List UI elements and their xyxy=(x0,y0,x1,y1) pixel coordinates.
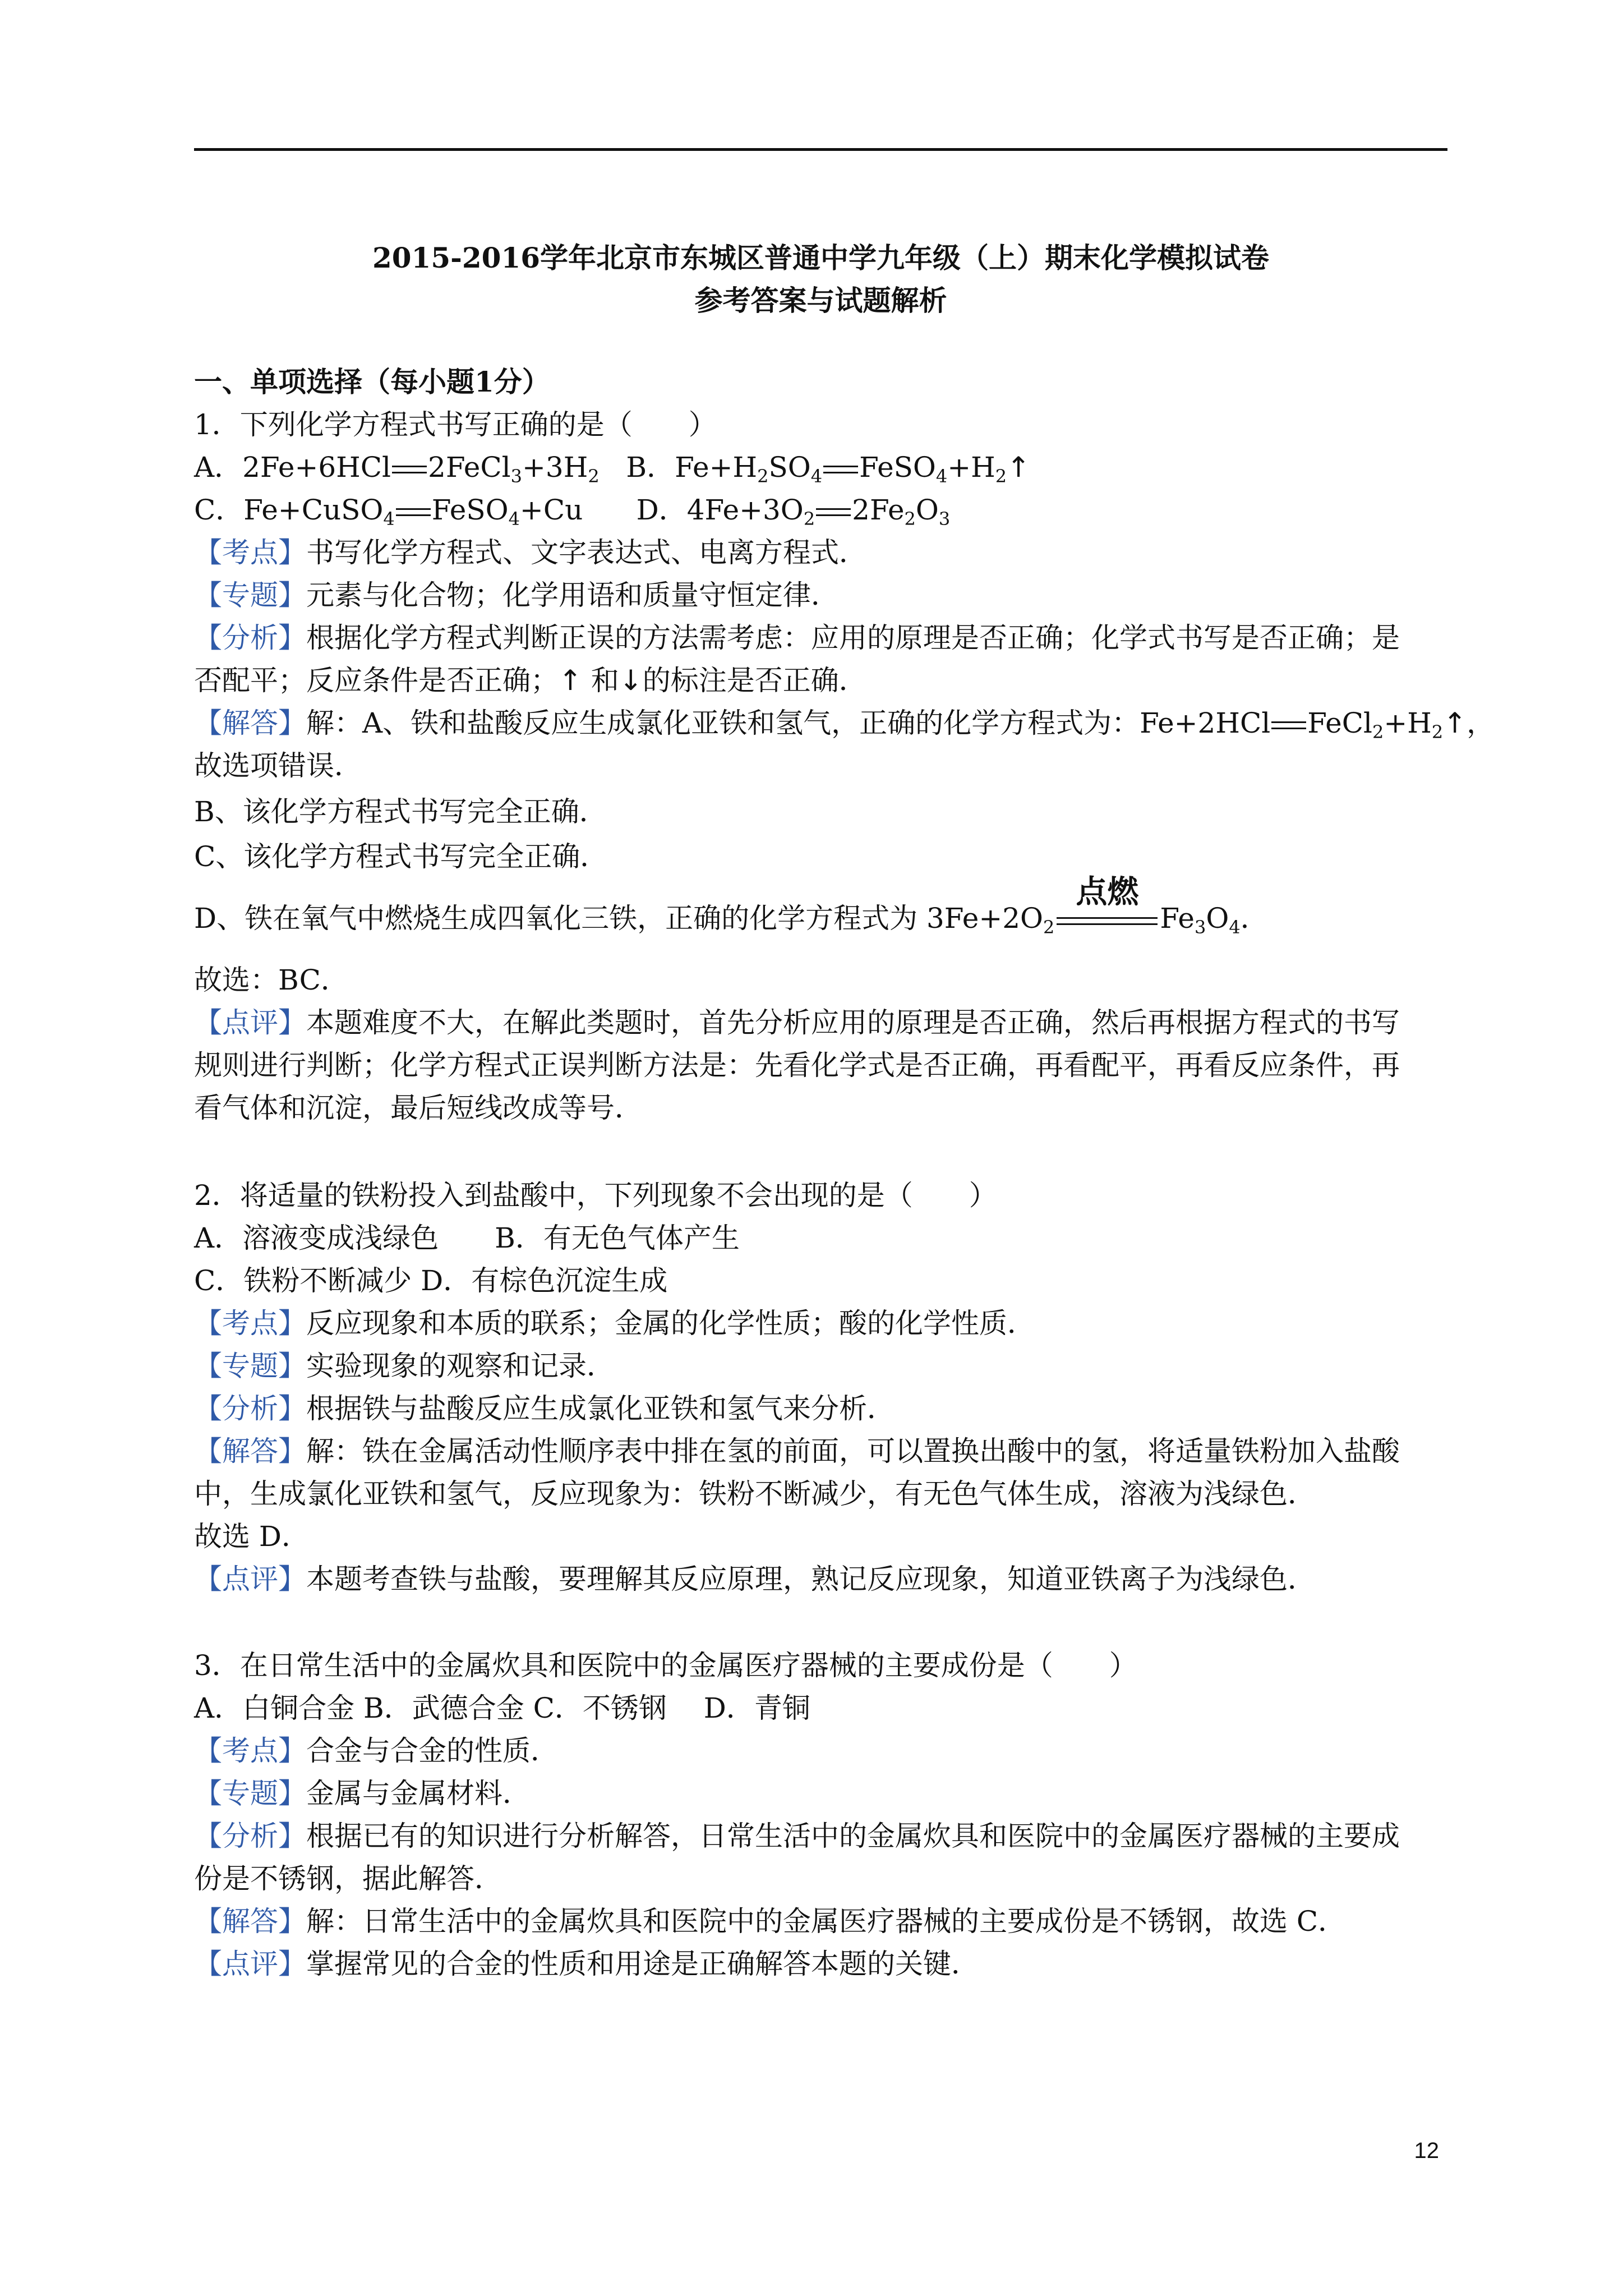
equals-sign xyxy=(392,466,427,473)
q1-stem: 1．下列化学方程式书写正确的是（ ） xyxy=(194,408,717,441)
q1-dianping-end: 看气体和沉淀，最后短线改成等号． xyxy=(194,1092,643,1124)
q3-zhuanti: 【专题】金属与金属材料． xyxy=(194,1777,531,1810)
q1-options-cd: C．Fe+CuSO$_4$ FeSO$_4$+Cu D．$4Fe+3O_2$ $2Fe_2O_3$ xyxy=(194,494,951,530)
q2-kaodian: 【考点】反应现象和本质的联系；金属的化学性质；酸的化学性质． xyxy=(194,1307,1035,1340)
page-number: 12 xyxy=(1414,2138,1439,2163)
q2-options-cd: C．铁粉不断减少 D．有棕色沉淀生成 xyxy=(194,1264,668,1297)
q3-dianping: 【点评】掌握常见的合金的性质和用途是正确解答本题的关键． xyxy=(194,1948,979,1980)
up-arrow-icon: ↑ xyxy=(1007,451,1031,484)
equals-sign xyxy=(1271,721,1306,729)
q1-kaodian: 【考点】书写化学方程式、文字表达式、电离方程式． xyxy=(194,536,867,569)
equals-sign xyxy=(396,508,431,516)
q2-choice: 故选 D． xyxy=(194,1520,310,1553)
q2-stem: 2．将适量的铁粉投入到盐酸中，下列现象不会出现的是（ ） xyxy=(194,1179,997,1212)
q3-kaodian: 【考点】合金与合金的性质． xyxy=(194,1734,559,1767)
up-arrow-icon: ↑ xyxy=(1443,707,1467,739)
q1-jieda-d: D、铁在氧气中燃烧生成四氧化三铁，正确的化学方程式为 $3Fe+2O_2$ 点燃 $Fe_3O_4$． xyxy=(194,874,1269,938)
q3-stem: 3．在日常生活中的金属炊具和医院中的金属医疗器械的主要成份是（ ） xyxy=(194,1649,1137,1682)
q2-jieda-cont: 中，生成氯化亚铁和氢气，反应现象为：铁粉不断减少，有无色气体生成，溶液为浅绿色． xyxy=(194,1478,1316,1510)
q3-jieda: 【解答】解：日常生活中的金属炊具和医院中的金属医疗器械的主要成份是不锈钢，故选 C． xyxy=(194,1905,1347,1938)
q3-fenxi-cont: 份是不锈钢，据此解答． xyxy=(194,1862,502,1895)
q3-fenxi: 【分析】根据已有的知识进行分析解答，日常生活中的金属炊具和医院中的金属医疗器械的主要成 xyxy=(194,1820,1400,1852)
q1-jieda: 【解答】解：A、铁和盐酸反应生成氯化亚铁和氢气，正确的化学方程式为：Fe+2HCl $FeCl_2+H_2↑$， xyxy=(194,707,1495,743)
q2-zhuanti: 【专题】实验现象的观察和记录． xyxy=(194,1350,615,1382)
q1-fenxi: 【分析】根据化学方程式判断正误的方法需考虑：应用的原理是否正确；化学式书写是否正确；是 xyxy=(194,622,1400,654)
q1-choice: 故选：BC． xyxy=(194,964,349,996)
q1-options-ab: A．2Fe+6HCl $2FeCl_3+3H_2$ B．$Fe+H_2SO_4$ $FeSO_4+H_2↑$ xyxy=(194,451,1031,487)
down-arrow-icon: ↓ xyxy=(619,664,643,697)
up-arrow-icon: ↑ xyxy=(559,664,582,697)
q2-options-ab: A．溶液变成浅绿色 B．有无色气体产生 xyxy=(194,1222,740,1254)
section-heading: 一、单项选择（每小题1分） xyxy=(194,365,550,398)
reaction-condition: 点燃 xyxy=(1057,915,1158,926)
q1-jieda-cont: 故选项错误． xyxy=(194,749,362,782)
q3-options: A．白铜合金 B．武德合金 C．不锈钢 D．青铜 xyxy=(194,1692,810,1724)
q1-jieda-c: C、该化学方程式书写完全正确． xyxy=(194,840,608,873)
q1-zhuanti: 【专题】元素与化合物；化学用语和质量守恒定律． xyxy=(194,579,839,611)
q1-dianping-cont: 规则进行判断；化学方程式正误判断方法是：先看化学式是否正确，再看配平，再看反应条件，再 xyxy=(194,1049,1400,1082)
doc-title: 2015-2016学年北京市东城区普通中学九年级（上）期末化学模拟试卷 xyxy=(372,241,1270,274)
q1-jieda-b: B、该化学方程式书写完全正确． xyxy=(194,795,607,828)
q1-fenxi-cont: 否配平；反应条件是否正确；↑ 和↓的标注是否正确． xyxy=(194,664,867,697)
q2-dianping: 【点评】本题考查铁与盐酸，要理解其反应原理，熟记反应现象，知道亚铁离子为浅绿色． xyxy=(194,1563,1316,1595)
q1-dianping: 【点评】本题难度不大，在解此类题时，首先分析应用的原理是否正确，然后再根据方程式的书写 xyxy=(194,1006,1400,1039)
q2-jieda: 【解答】解：铁在金属活动性顺序表中排在氢的前面，可以置换出酸中的氢，将适量铁粉加入盐酸 xyxy=(194,1435,1400,1467)
q2-fenxi: 【分析】根据铁与盐酸反应生成氯化亚铁和氢气来分析． xyxy=(194,1392,895,1425)
doc-subtitle: 参考答案与试题解析 xyxy=(694,284,947,317)
header-rule xyxy=(194,148,1447,151)
equals-sign xyxy=(816,508,851,516)
equals-sign xyxy=(823,466,858,473)
